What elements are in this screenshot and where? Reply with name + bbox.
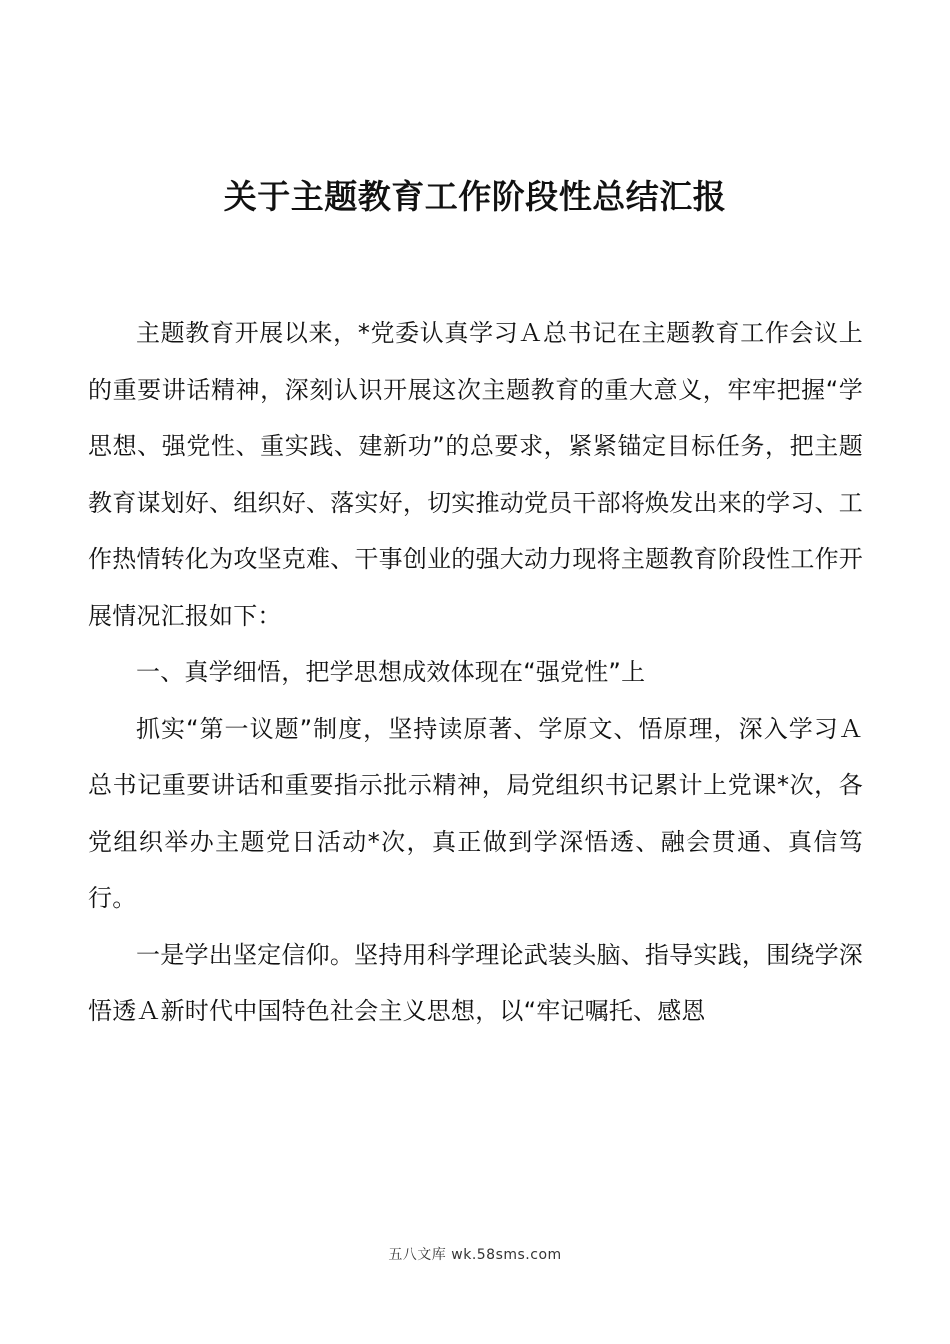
section-paragraph: 抓实“第一议题”制度，坚持读原著、学原文、悟原理，深入学习Ａ总书记重要讲话和重要指示批示精神，局党组织书记累计上党课*次，各党组织举办主题党日活动*次，真正做到学深悟透、融会贯通、真信笃行。 bbox=[88, 714, 863, 912]
document-title: 关于主题教育工作阶段性总结汇报 bbox=[223, 177, 727, 216]
intro-paragraph: 主题教育开展以来，*党委认真学习Ａ总书记在主题教育工作会议上的重要讲话精神，深刻认识开展这次主题教育的重大意义，牢牢把握“学思想、强党性、重实践、建新功”的总要求，紧紧锚定目标任务，把主题教育谋划好、组织好、落实好，切实推动党员干部将焕发出来的学习、工作热情转化为攻坚克难、干事创业的强大动力现将主题教育阶段性工作开展情况汇报如下： bbox=[88, 319, 863, 630]
document-body bbox=[88, 305, 863, 1040]
point-paragraph: 一是学出坚定信仰。坚持用科学理论武装头脑、指导实践，围绕学深悟透Ａ新时代中国特色社会主义思想，以“牢记嘱托、感恩 bbox=[88, 940, 863, 1025]
footer-watermark: 五八文库 wk.58sms.com bbox=[388, 1247, 562, 1263]
section-heading: 一、真学细悟，把学思想成效体现在“强党性”上 bbox=[136, 658, 646, 686]
